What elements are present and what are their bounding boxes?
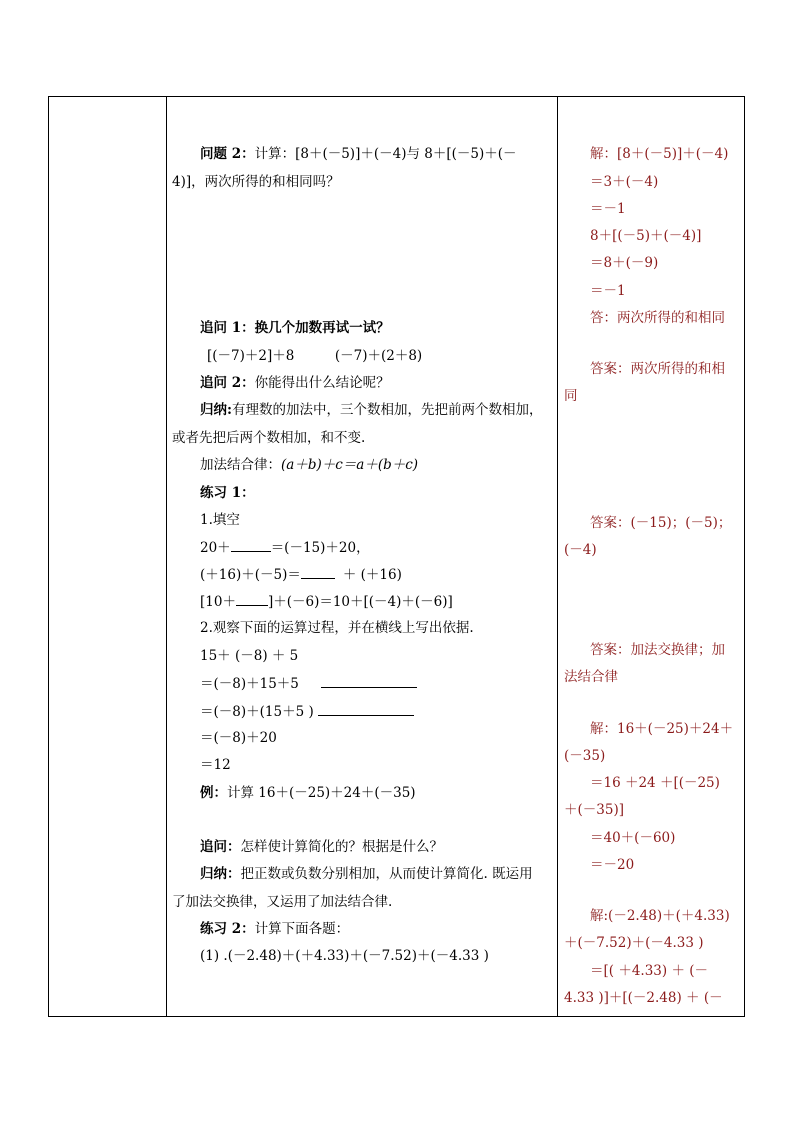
answer-3-line: 答案：(－15)；(－5)；	[590, 515, 732, 531]
blank-line	[301, 565, 335, 579]
summary-2-line-1: 归纳：把正数或负数分别相加，从而使计算简化. 既运用	[200, 866, 533, 882]
answer-1-line: 答：两次所得的和相同	[590, 310, 725, 326]
answer-2-line: 同	[564, 388, 578, 404]
answer-4-line: 法结合律	[564, 669, 618, 685]
answer-5-line: ＝－20	[590, 857, 635, 873]
question-2-line-2: 4)]，两次所得的和相同吗？	[172, 174, 340, 190]
follow-up-1: 追问 1：换几个加数再试一试？	[200, 320, 390, 336]
answer-6-line: 4.33 )]＋[(－2.48) ＋ (－	[564, 990, 723, 1006]
answer-column	[558, 96, 745, 1017]
exercise-1-label: 练习 1：	[200, 485, 255, 501]
answer-1-line: ＝3＋(－4)	[590, 174, 659, 190]
summary-1-line-1: 归纳:有理数的加法中，三个数相加，先把前两个数相加，	[200, 402, 543, 418]
step-3: ＝(－8)＋(15＋5 )	[200, 702, 414, 721]
reason-blank-2	[318, 702, 414, 716]
exercise-2-item-1: (1) .(－2.48)＋(＋4.33)＋(－7.52)＋(－4.33 )	[200, 948, 489, 964]
answer-6-line: ＝[( ＋4.33) ＋ (－	[590, 963, 708, 979]
exercise-1-q1-title: 1.填空	[200, 512, 240, 528]
exercise-2: 练习 2：计算下面各题：	[200, 921, 350, 937]
question-2-line-1: 问题 2：计算：[8＋(－5)]＋(－4)与 8＋[(－5)＋(－	[200, 146, 517, 162]
follow-up-1-expression: [(－7)＋2]＋8 (－7)＋(2＋8)	[207, 348, 423, 364]
associative-law: 加法结合律：(a＋b)＋c＝a＋(b＋c)	[200, 457, 419, 473]
answer-1-line: ＝－1	[590, 283, 626, 299]
summary-1-line-2: 或者先把后两个数相加，和不变.	[172, 430, 366, 446]
fill-blank-3: [10＋ ]＋(－6)＝10＋[(－4)＋(－6)]	[200, 594, 453, 610]
step-2: ＝(－8)＋15＋5	[200, 674, 417, 693]
follow-up-2: 追问 2：你能得出什么结论呢？	[200, 375, 390, 391]
answer-5-line: ＋(－35)]	[564, 802, 624, 818]
answer-5-line: ＝16 ＋24 ＋[(－25)	[590, 775, 720, 791]
answer-1-line: ＝－1	[590, 201, 626, 217]
answer-6-line: ＋(－7.52)＋(－4.33 )	[564, 935, 704, 951]
fill-blank-2: (＋16)＋(－5)＝ ＋ (＋16)	[200, 567, 402, 583]
answer-6-line: 解:(－2.48)＋(＋4.33)	[590, 908, 730, 924]
step-4: ＝(－8)＋20	[200, 730, 277, 746]
answer-5-line: (－35)	[564, 748, 606, 764]
answer-5-line: ＝40＋(－60)	[590, 830, 676, 846]
answer-3-line: (－4)	[564, 542, 597, 558]
reason-blank-1	[321, 674, 417, 688]
exercise-1-q2-title: 2.观察下面的运算过程，并在横线上写出依据.	[200, 620, 474, 636]
follow-up-3: 追问：怎样使计算简化的？根据是什么？	[200, 839, 443, 855]
answer-4-line: 答案：加法交换律；加	[590, 642, 725, 658]
fill-blank-1: 20＋ ＝(－15)＋20，	[200, 540, 370, 556]
answer-1-line: 解：[8＋(－5)]＋(－4)	[590, 146, 729, 162]
activity-column	[167, 96, 557, 1017]
summary-2-line-2: 了加法交换律，又运用了加法结合律.	[172, 894, 393, 910]
example: 例：计算 16＋(－25)＋24＋(－35)	[200, 785, 416, 801]
blank-line	[231, 538, 271, 552]
answer-5-line: 解：16＋(－25)＋24＋	[590, 721, 734, 737]
step-5: ＝12	[200, 757, 231, 773]
answer-1-line: 8＋[(－5)＋(－4)]	[590, 228, 702, 244]
answer-2-line: 答案：两次所得的和相	[590, 361, 725, 377]
blank-line	[236, 592, 268, 606]
answer-1-line: ＝8＋(－9)	[590, 255, 659, 271]
step-1: 15＋ (－8) ＋ 5	[200, 648, 299, 664]
